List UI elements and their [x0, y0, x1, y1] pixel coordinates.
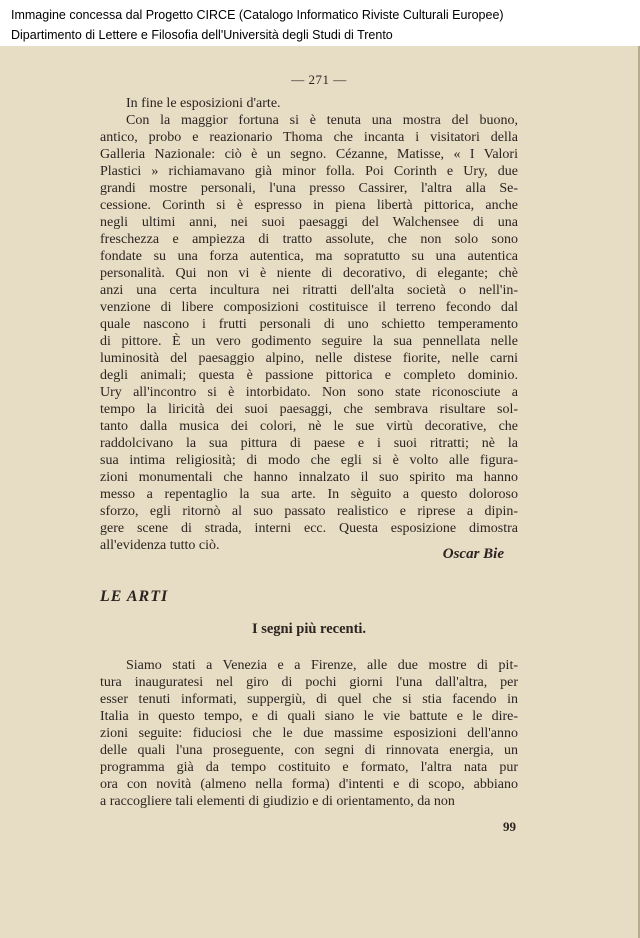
text-line: Ury all'incontro si è intorbidato. Non sono state riconosciute a [100, 385, 518, 400]
text-line: sforzo, egli ritornò al suo passato realistico e riprese a dipin- [100, 504, 518, 519]
text-line: zioni seguite: fiduciosi che le due massime esposizioni dell'anno [100, 726, 518, 741]
text-line: Italia in questo tempo, e di quali siano le vie battute e le dire- [100, 709, 518, 724]
footer-page-number: 99 [503, 819, 516, 834]
text-line: negli ultimi anni, nei suoi paesaggi del Walchensee di una [100, 215, 518, 230]
text-line: esser tenuti informati, suppergiù, di quel che si stia facendo in [100, 692, 518, 707]
text-line: all'evidenza tutto ciò. [100, 538, 220, 553]
text-line: In fine le esposizioni d'arte. [126, 96, 281, 111]
author-signature: Oscar Bie [442, 546, 504, 562]
text-line: luminosità del paesaggio alpino, nelle distese fiorite, nelle carni [100, 351, 518, 366]
text-line: antico, probo e reazionario Thoma che incanta i visitatori della [100, 130, 518, 145]
text-line: tura inauguratesi nel giro di pochi giorni l'una dall'altra, per [100, 675, 518, 690]
text-line: programma già da tempo costituito e formato, l'altra nata pur [100, 760, 518, 775]
source-banner [0, 0, 640, 46]
text-line: degli animali; questa è passione pittorica e completo dominio. [100, 368, 518, 383]
article-body-1 [100, 95, 518, 554]
text-line: di pittore. È un vero godimento seguire la sua pennellata nelle [100, 334, 518, 349]
text-line: tempo la liricità dei suoi paesaggi, che sembrava risultare sol- [100, 402, 518, 417]
text-line: quale nascono i frutti personali di uno schietto temperamento [100, 317, 518, 332]
scanned-page [0, 46, 640, 938]
banner-line-1: Immagine concessa dal Progetto CIRCE (Catalogo Informatico Riviste Culturali Europee) [11, 8, 504, 22]
text-line: Con la maggior fortuna si è tenuta una mostra del buono, [126, 113, 518, 128]
article-title: I segni più recenti. [251, 621, 367, 637]
page-number: — 271 — [291, 72, 347, 87]
text-line: ora con novità (almeno nella forma) d'intenti e di scopo, abbiano [100, 777, 518, 792]
text-line: sua intima religiosità; di modo che egli si è volto alle figura- [100, 453, 518, 468]
text-line: grandi mostre personali, l'una presso Cassirer, l'altra alla Se- [100, 181, 518, 196]
text-line: delle quali l'una proseguente, con segni di rinnovata energia, un [100, 743, 518, 758]
text-line: anzi una certa incultura nei ritratti dell'alta società o nell'in- [100, 283, 518, 298]
text-line: fondate su una forza autentica, ma sopratutto su una autentica [100, 249, 518, 264]
text-line: Plastici » richiamavano già minor folla. Poi Corinth e Ury, due [100, 164, 518, 179]
text-line: cessione. Corinth si è espresso in piena libertà pittorica, anche [100, 198, 518, 213]
text-line: a raccogliere tali elementi di giudizio e di orientamento, da non [100, 794, 455, 809]
text-line: Siamo stati a Venezia e a Firenze, alle due mostre di pit- [126, 658, 518, 673]
section-title: LE ARTI [100, 588, 169, 605]
text-line: tanto dalla musica dei colori, nè le sue virtù decorative, che [100, 419, 518, 434]
text-line: gere scene di strada, interni ecc. Questa esposizione dimostra [100, 521, 518, 536]
text-line: messo a repentaglio la sua arte. In sèguito a questo doloroso [100, 487, 518, 502]
text-line: freschezza e ampiezza di tratto assolute, che non solo sono [100, 232, 518, 247]
article-body-2 [100, 657, 518, 810]
text-line: raddolcivano la sua pittura di paese e i suoi ritratti; nè la [100, 436, 518, 451]
text-line: Galleria Nazionale: ciò è un segno. Cézanne, Matisse, « I Valori [100, 147, 518, 162]
text-line: personalità. Qui non vi è niente di decorativo, di elegante; chè [100, 266, 518, 281]
text-line: zioni monumentali che hanno innalzato il suo spirito ma hanno [100, 470, 518, 485]
text-line: venzione di libere composizioni costituisce il terreno fecondo dal [100, 300, 518, 315]
banner-line-2: Dipartimento di Lettere e Filosofia dell'Università degli Studi di Trento [11, 28, 393, 42]
